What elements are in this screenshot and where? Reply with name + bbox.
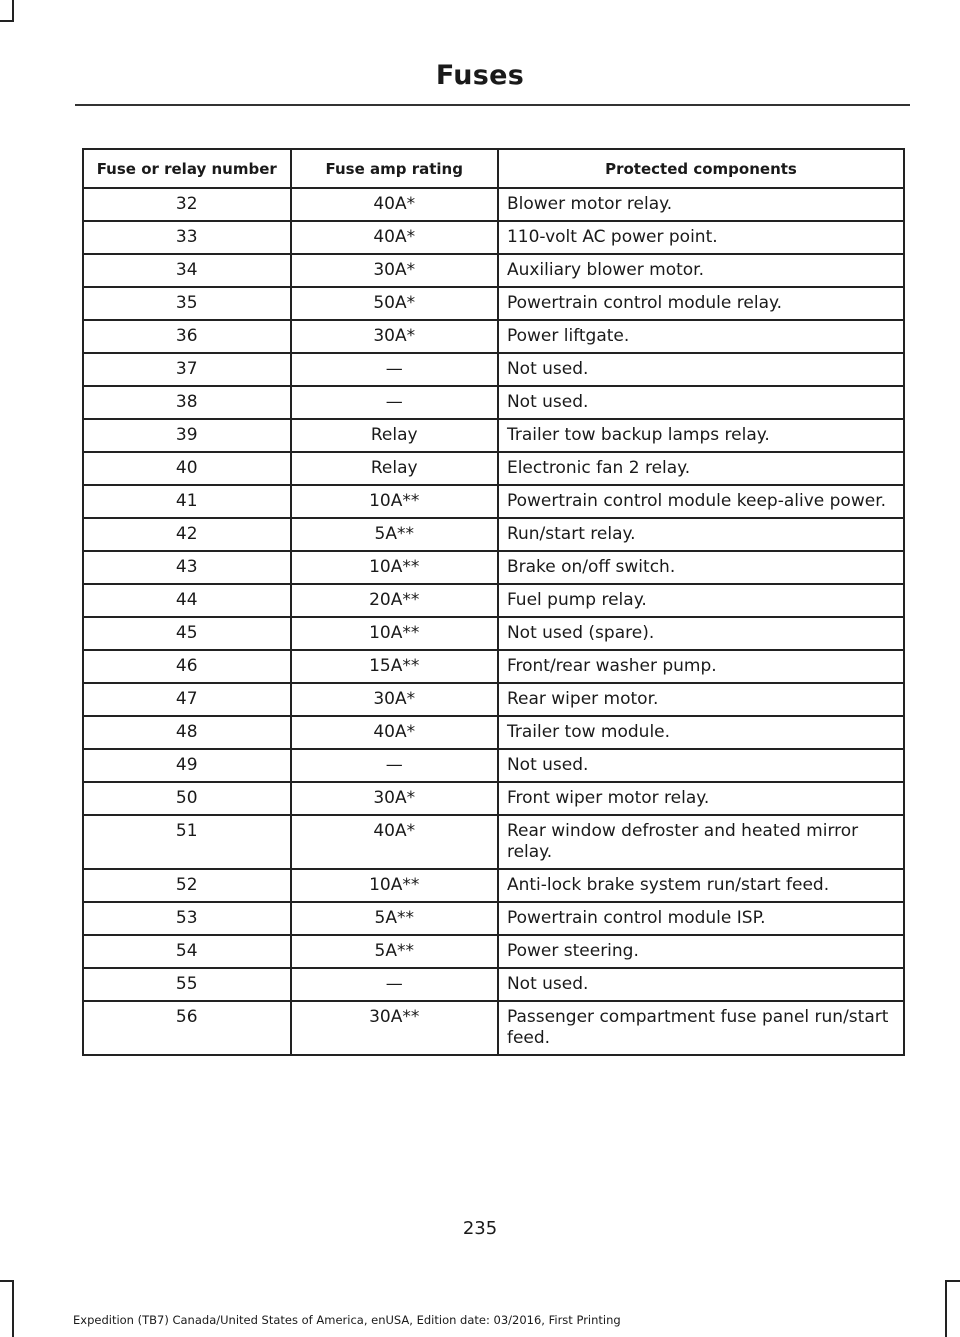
protected-component-cell: Trailer tow backup lamps relay. bbox=[498, 419, 904, 452]
protected-component-cell: Electronic fan 2 relay. bbox=[498, 452, 904, 485]
fuse-number-cell: 39 bbox=[83, 419, 291, 452]
fuse-table-body bbox=[83, 188, 904, 1055]
protected-component-cell: Not used. bbox=[498, 968, 904, 1001]
amp-rating-cell: 10A** bbox=[291, 551, 498, 584]
amp-rating-cell: 30A** bbox=[291, 1001, 498, 1055]
protected-component-cell: Front/rear washer pump. bbox=[498, 650, 904, 683]
fuse-number-cell: 45 bbox=[83, 617, 291, 650]
table-row bbox=[83, 419, 904, 452]
table-row bbox=[83, 287, 904, 320]
amp-rating-cell: 30A* bbox=[291, 254, 498, 287]
protected-component-cell: Fuel pump relay. bbox=[498, 584, 904, 617]
title-divider bbox=[75, 104, 910, 106]
protected-component-cell: Run/start relay. bbox=[498, 518, 904, 551]
fuse-number-cell: 50 bbox=[83, 782, 291, 815]
page-footer: Expedition (TB7) Canada/United States of America, enUSA, Edition date: 03/2016, First Printing bbox=[73, 1313, 621, 1327]
protected-component-cell: 110-volt AC power point. bbox=[498, 221, 904, 254]
amp-rating-cell: 5A** bbox=[291, 902, 498, 935]
table-header-row bbox=[83, 149, 904, 188]
amp-rating-cell: Relay bbox=[291, 419, 498, 452]
fuse-number-cell: 35 bbox=[83, 287, 291, 320]
table-row bbox=[83, 551, 904, 584]
amp-rating-cell: 40A* bbox=[291, 815, 498, 869]
fuse-number-cell: 51 bbox=[83, 815, 291, 869]
fuse-number-cell: 32 bbox=[83, 188, 291, 221]
amp-rating-cell: — bbox=[291, 968, 498, 1001]
amp-rating-cell: 50A* bbox=[291, 287, 498, 320]
fuse-number-cell: 36 bbox=[83, 320, 291, 353]
amp-rating-cell: 40A* bbox=[291, 188, 498, 221]
table-row bbox=[83, 968, 904, 1001]
fuse-number-cell: 37 bbox=[83, 353, 291, 386]
protected-component-cell: Powertrain control module ISP. bbox=[498, 902, 904, 935]
protected-component-cell: Rear window defroster and heated mirror relay. bbox=[498, 815, 904, 869]
amp-rating-cell: — bbox=[291, 749, 498, 782]
table-row bbox=[83, 650, 904, 683]
table-row bbox=[83, 749, 904, 782]
crop-mark-top-left-h bbox=[0, 20, 14, 22]
protected-component-cell: Not used. bbox=[498, 749, 904, 782]
protected-component-cell: Brake on/off switch. bbox=[498, 551, 904, 584]
column-header-protected-components: Protected components bbox=[498, 149, 904, 188]
amp-rating-cell: 15A** bbox=[291, 650, 498, 683]
amp-rating-cell: 30A* bbox=[291, 320, 498, 353]
protected-component-cell: Not used (spare). bbox=[498, 617, 904, 650]
table-row bbox=[83, 320, 904, 353]
amp-rating-cell: 5A** bbox=[291, 935, 498, 968]
crop-mark-top-left bbox=[12, 0, 14, 20]
page-number: 235 bbox=[462, 1218, 498, 1239]
protected-component-cell: Power liftgate. bbox=[498, 320, 904, 353]
amp-rating-cell: 10A** bbox=[291, 617, 498, 650]
protected-component-cell: Powertrain control module relay. bbox=[498, 287, 904, 320]
fuse-number-cell: 34 bbox=[83, 254, 291, 287]
fuse-number-cell: 55 bbox=[83, 968, 291, 1001]
fuse-number-cell: 44 bbox=[83, 584, 291, 617]
table-row bbox=[83, 902, 904, 935]
protected-component-cell: Anti-lock brake system run/start feed. bbox=[498, 869, 904, 902]
fuse-number-cell: 43 bbox=[83, 551, 291, 584]
protected-component-cell: Not used. bbox=[498, 386, 904, 419]
table-row bbox=[83, 1001, 904, 1055]
table-row bbox=[83, 683, 904, 716]
amp-rating-cell: — bbox=[291, 353, 498, 386]
fuse-number-cell: 42 bbox=[83, 518, 291, 551]
table-row bbox=[83, 935, 904, 968]
fuse-table bbox=[82, 148, 905, 1056]
table-row bbox=[83, 518, 904, 551]
fuse-number-cell: 49 bbox=[83, 749, 291, 782]
protected-component-cell: Auxiliary blower motor. bbox=[498, 254, 904, 287]
fuse-number-cell: 52 bbox=[83, 869, 291, 902]
amp-rating-cell: 30A* bbox=[291, 683, 498, 716]
protected-component-cell: Passenger compartment fuse panel run/start feed. bbox=[498, 1001, 904, 1055]
crop-mark-bottom-left-h bbox=[0, 1280, 14, 1282]
amp-rating-cell: 10A** bbox=[291, 485, 498, 518]
table-row bbox=[83, 485, 904, 518]
amp-rating-cell: — bbox=[291, 386, 498, 419]
table-row bbox=[83, 221, 904, 254]
table-row bbox=[83, 353, 904, 386]
fuse-number-cell: 40 bbox=[83, 452, 291, 485]
column-header-amp-rating: Fuse amp rating bbox=[291, 149, 498, 188]
amp-rating-cell: 10A** bbox=[291, 869, 498, 902]
fuse-number-cell: 48 bbox=[83, 716, 291, 749]
table-row bbox=[83, 869, 904, 902]
amp-rating-cell: Relay bbox=[291, 452, 498, 485]
fuse-number-cell: 56 bbox=[83, 1001, 291, 1055]
table-row bbox=[83, 815, 904, 869]
crop-mark-bottom-right bbox=[945, 1280, 947, 1337]
table-row bbox=[83, 386, 904, 419]
protected-component-cell: Rear wiper motor. bbox=[498, 683, 904, 716]
table-row bbox=[83, 452, 904, 485]
amp-rating-cell: 30A* bbox=[291, 782, 498, 815]
protected-component-cell: Powertrain control module keep-alive power. bbox=[498, 485, 904, 518]
fuse-number-cell: 54 bbox=[83, 935, 291, 968]
fuse-number-cell: 47 bbox=[83, 683, 291, 716]
protected-component-cell: Blower motor relay. bbox=[498, 188, 904, 221]
amp-rating-cell: 40A* bbox=[291, 221, 498, 254]
fuse-number-cell: 33 bbox=[83, 221, 291, 254]
fuse-number-cell: 53 bbox=[83, 902, 291, 935]
protected-component-cell: Front wiper motor relay. bbox=[498, 782, 904, 815]
protected-component-cell: Trailer tow module. bbox=[498, 716, 904, 749]
crop-mark-bottom-left bbox=[12, 1280, 14, 1337]
amp-rating-cell: 40A* bbox=[291, 716, 498, 749]
amp-rating-cell: 20A** bbox=[291, 584, 498, 617]
protected-component-cell: Not used. bbox=[498, 353, 904, 386]
crop-mark-bottom-right-h bbox=[945, 1280, 960, 1282]
page-title: Fuses bbox=[435, 60, 525, 91]
fuse-number-cell: 46 bbox=[83, 650, 291, 683]
protected-component-cell: Power steering. bbox=[498, 935, 904, 968]
column-header-fuse-number: Fuse or relay number bbox=[83, 149, 291, 188]
amp-rating-cell: 5A** bbox=[291, 518, 498, 551]
table-row bbox=[83, 584, 904, 617]
table-row bbox=[83, 617, 904, 650]
table-row bbox=[83, 716, 904, 749]
table-row bbox=[83, 782, 904, 815]
fuse-number-cell: 41 bbox=[83, 485, 291, 518]
table-row bbox=[83, 188, 904, 221]
fuse-number-cell: 38 bbox=[83, 386, 291, 419]
table-row bbox=[83, 254, 904, 287]
